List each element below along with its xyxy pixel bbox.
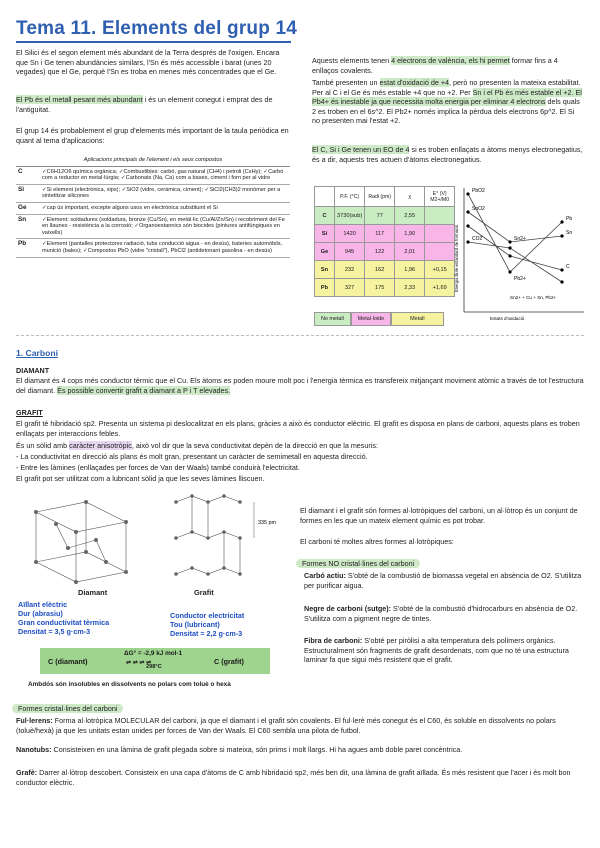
allotropes-intro: El diamant i el grafit són formes al·lotròpiques del carboni, un al·lòtrop és un conjunt de formes en les que un mateix element químic es pot trobar.	[300, 506, 578, 525]
properties-cell-chi: 2,33	[395, 279, 425, 297]
text-fragment: Aquests elements tenen	[312, 56, 392, 65]
diamant-prop-3: Gran conductivitat tèrmica	[18, 618, 110, 627]
figure-caption: Ambdós són insolubles en dissolvents no polars com toluè o hexà	[28, 681, 231, 688]
grafe-paragraph	[16, 768, 584, 787]
grafit-heading: GRAFIT	[16, 408, 43, 417]
frost-xlabel: Estats d'oxidació	[490, 316, 525, 321]
frost-ylabel: Energia lliure estandard de formació	[454, 224, 459, 292]
page-title: Tema 11. Elements del grup 14	[16, 18, 298, 39]
properties-legend	[314, 312, 444, 326]
properties-header-cell: E° (V) M2+/M0	[425, 187, 455, 207]
text-fragment: Darrer al·lòtrop descobert. Consisteix en una capa d'àtoms de C amb hibridació sp2, més ben dit, una làmina de grafit aïllada. És més resistent que l'acer i és molt bon conductor elèctric.	[16, 768, 571, 787]
properties-cell-pf: 1420	[335, 225, 365, 243]
applications-element: Sn	[16, 214, 40, 239]
highlight-eo: El C, Si i Ge tenen un EO de 4	[312, 145, 410, 154]
frost-label-sn: Sn	[566, 230, 573, 236]
properties-header-cell: P.F. (°C)	[335, 187, 365, 207]
fibra-paragraph	[304, 636, 584, 665]
properties-row	[315, 279, 455, 297]
frost-label-sno2: SnO2	[472, 206, 485, 212]
diamant-prop-2: Dur (abrasiu)	[18, 609, 63, 618]
applications-text: ✓C6H12O6 química orgànica; ✓Combustibles: carbó, gas natural (CH4) i petroli (CxHy); ✓Carbó com a reductor en metal·lúrgia; ✓Carbonats (Na, Ca) com a bases, ciment i forn per al vidre	[40, 166, 290, 184]
applications-text: ✓Element: soldadures (soldadura, bronze (Cu/Sn), en metàl·lic (Cu/Al/Zn/Sn) i recobriment del Fe en llaunes - resistència a la corrosió; ✓Organoestannics són biocides (pintures antifúngiques en vaixells)	[40, 214, 290, 239]
carbo-actiu-paragraph	[304, 571, 584, 590]
eq-left: C (diamant)	[48, 657, 88, 666]
diamant-prop-4: Densitat = 3,5 g·cm-3	[18, 627, 91, 636]
properties-row	[315, 225, 455, 243]
negre-paragraph	[304, 604, 584, 623]
frost-equation: Sn2+ + Cu + Sn, Pb2+	[510, 295, 557, 300]
grafit-prop-2: Tou (lubricant)	[170, 620, 220, 629]
properties-row	[315, 243, 455, 261]
text-fragment: Forma al·lotròpica MOLECULAR del carboni, ja que el diamant i el grafit són covalents. El ful·lerè més conegut és el C60, és soluble en dissolvents no polars (toluè/hexà) ja que les unitats estan unides per forces de Van der Waals. El C60 sembla una pilota de futbol.	[16, 716, 556, 735]
applications-row	[16, 202, 290, 214]
frost-label-pb2: Pb2+	[514, 276, 526, 282]
fullerens-heading: Ful·lerens:	[16, 716, 53, 725]
applications-row	[16, 239, 290, 257]
properties-cell-radi: 77	[365, 207, 395, 225]
properties-row	[315, 261, 455, 279]
text-fragment: si es troben enllaçats a àtoms menys electronegatius, és a dir, aquests tres actuen d'àtoms electronegatius.	[312, 145, 583, 164]
nanotubs-paragraph	[16, 745, 584, 755]
grafit-label: Grafit	[194, 588, 214, 597]
properties-header-cell: χ	[395, 187, 425, 207]
applications-row	[16, 166, 290, 184]
properties-cell-sym: Si	[315, 225, 335, 243]
highlight-anisotropic: caràcter anisotròpic	[69, 441, 132, 450]
structures-figure	[16, 492, 296, 592]
grafit-line-5: El grafit pot ser utilitzat com a lubricant sòlid ja que les seves làmines lliscuen.	[16, 474, 265, 483]
applications-text: ✓Si element (electrònica, xips); ✓SiO2 (vidre, ceràmica, ciment); ✓SiCl2(CH3)2 monòmer per a sintetitzar silicones	[40, 184, 290, 202]
text-fragment: , però no presenten la mateixa estabilitat. Per al C i el Ge és més estable +4 que no +2. Per	[312, 78, 581, 97]
diamant-structure-icon	[36, 502, 126, 582]
frost-label-pb: Pb	[566, 216, 573, 222]
properties-cell-pf: 945	[335, 243, 365, 261]
frost-diagram	[450, 182, 590, 322]
fullerens-paragraph	[16, 716, 584, 735]
text-fragment: S'obté de la combustió d'hidrocarburs en absència de O2. S'utilitza com a pigment negre de tintes.	[304, 604, 578, 623]
highlight-diamant: És possible convertir grafit a diamant a P i T elevades.	[57, 385, 231, 395]
intro-paragraph-2-rest: i és un element conegut i emprat des de l'antiguitat.	[16, 95, 273, 114]
intro-paragraph-3: El grup 14 és probablement el grup d'elements més important de la taula periòdica en quant al tema d'aplicacions:	[16, 126, 289, 145]
nanotubs-heading: Nanotubs:	[16, 745, 52, 754]
text-fragment: El diamant és 4 cops més conductor tèrmic que el Cu. Els àtoms es poden moure molt poc i l'energia tèrmica es transfereix mitjançant moviment atòmic a través de tot l'estructura del diamant.	[16, 376, 584, 395]
diamant-prop-1: Aïllant elèctric	[18, 600, 68, 609]
legend-metalloide: Metal·loide	[351, 312, 391, 326]
diamant-paragraph	[16, 376, 584, 395]
diamant-properties	[18, 600, 158, 636]
negre-heading: Negre de carboni (sutge):	[304, 604, 392, 613]
legend-no-metall: No metall	[314, 312, 351, 326]
text-fragment: , això vol dir que la seva conductivitat depèn de la direcció en que la mesuris:	[131, 441, 378, 450]
diamant-heading: DIAMANT	[16, 366, 50, 375]
right-paragraph-3	[312, 145, 584, 164]
applications-table	[16, 156, 290, 258]
grafit-line-3: - La conductivitat en direcció als plans és molt gran, presentant un caràcter de semimetall en aquesta direcció.	[16, 452, 368, 461]
grafit-layer-distance: 335 pm	[258, 520, 276, 526]
section-carboni-heading: 1. Carboni	[16, 348, 59, 358]
properties-cell-radi: 175	[365, 279, 395, 297]
grafit-structure-icon	[176, 496, 240, 574]
properties-row	[315, 207, 455, 225]
intro-paragraph-2	[16, 95, 292, 114]
properties-cell-chi: 1,96	[395, 261, 425, 279]
allotropes-intro-2: El carboni té moltes altres formes al·lotròpiques:	[300, 537, 454, 546]
eq-mid: ΔG° = -2,9 kJ mol-1	[124, 650, 183, 657]
frost-label-co2: CO2	[472, 236, 483, 242]
text-fragment: dels quals 2 es troben en el 6s^2. El Pb2+ només implica la pèrdua dels electrons 6p^2. El Si no presenten mai l'estat +2.	[312, 97, 580, 126]
text-fragment: També presenten un	[312, 78, 380, 87]
properties-cell-chi: 2,55	[395, 207, 425, 225]
grafe-heading: Grafè:	[16, 768, 38, 777]
grafit-properties	[170, 611, 300, 638]
applications-row	[16, 184, 290, 202]
applications-row	[16, 214, 290, 239]
grafit-line-4: - Entre les làmines (enllaçades per forces de Van der Waals) també conduirà l'electricitat.	[16, 463, 300, 472]
right-paragraph-2	[312, 78, 584, 126]
applications-element: Si	[16, 184, 40, 202]
properties-cell-sym: C	[315, 207, 335, 225]
applications-text: ✓cap ús important, excepte alguns usos en electrònica substituint el Si	[40, 202, 290, 214]
applications-table-header: Aplicacions principals de l'element i els seus compostos	[16, 156, 290, 166]
properties-header-cell: Radi (pm)	[365, 187, 395, 207]
properties-table	[314, 186, 455, 297]
cristallines-pill: Formes cristal·lines del carboni	[12, 704, 123, 713]
properties-cell-sym: Ge	[315, 243, 335, 261]
frost-label-sn2: Sn2+	[514, 236, 526, 242]
highlight-valence: 4 electrons de valència, els hi permet	[391, 56, 510, 65]
text-fragment: Consisteixen en una làmina de grafit plegada sobre si mateixa, són prims i molt llargs. Hi ha agues amb doble paret concèntrica.	[51, 745, 463, 754]
properties-cell-e: +0,15	[425, 261, 455, 279]
intro-paragraph-1: El Silici és el segon element més abundant de la Terra després de l'oxigen. Encara que Sn i Ge tenen abundàncies similars, l'Sn és més accessible i barat (unes 20 vegades) que el Ge, perquè l'Sn es troba en menes més concentrades que el Ge.	[16, 48, 280, 77]
legend-metall: Metall	[391, 312, 443, 326]
text-fragment: formar fins a 4 enllaços covalents.	[312, 56, 558, 75]
applications-element: Ge	[16, 202, 40, 214]
properties-cell-sym: Pb	[315, 279, 335, 297]
diamant-label: Diamant	[78, 588, 108, 597]
properties-cell-radi: 117	[365, 225, 395, 243]
properties-cell-pf: 327	[335, 279, 365, 297]
applications-text: ✓Element (pantalles protectores radiació, tubs conducció aigua - en desús), bateries automòbils, munició (bales); ✓Compostos PbO (vidre "cristall"), PbCl2 (antidetonant gasolina - en desús)	[40, 239, 290, 257]
nocristallines-pill: Formes NO cristal·lines del carboni	[296, 559, 420, 568]
frost-label-c: C	[566, 264, 570, 270]
properties-cell-radi: 162	[365, 261, 395, 279]
eq-right: C (grafit)	[214, 657, 244, 666]
section-divider	[16, 335, 584, 336]
text-fragment: És un sòlid amb	[16, 441, 70, 450]
text-fragment: S'obté per piròlisi a alta temperatura dels polímers orgànics. Estructuralment són fragments de grafit desordenats, com que no té una estructura laminar fa que sigui més resistent que el grafit.	[304, 636, 569, 665]
highlight-oxidation: estat d'oxidació de +4	[379, 78, 450, 87]
properties-header-cell	[315, 187, 335, 207]
properties-cell-pf: 232	[335, 261, 365, 279]
properties-cell-radi: 122	[365, 243, 395, 261]
carbo-actiu-heading: Carbó actiu:	[304, 571, 346, 580]
applications-element: Pb	[16, 239, 40, 257]
text-fragment: S'obté de la combustió de biomassa vegetal en absència de O2. S'utilitza per purificar aigua.	[304, 571, 582, 590]
eq-temp: 298°C	[146, 664, 162, 670]
fibra-heading: Fibra de carboni:	[304, 636, 363, 645]
diamant-grafit-equation-box	[40, 648, 270, 674]
properties-cell-e: +1,69	[425, 279, 455, 297]
properties-cell-pf: 3730(sub)	[335, 207, 365, 225]
highlight-sn-pb: Sn i el Pb és més estable el +2. El Pb4+ és inestable ja que necessita molta energia per eliminar 4 electrons	[312, 87, 582, 107]
properties-cell-chi: 2,01	[395, 243, 425, 261]
grafit-line-1: El grafit té hibridació sp2. Presenta un sistema pi deslocalitzat en els plans, gràcies a això és conductor elèctric. El grafit es disposa en plans de carboni, aquests plans es troben enllaçats per interaccions febles.	[16, 419, 580, 438]
frost-label-pbo2: PbO2	[472, 188, 485, 194]
applications-element: C	[16, 166, 40, 184]
grafit-line-2	[16, 441, 584, 451]
properties-cell-chi: 1,90	[395, 225, 425, 243]
grafit-prop-3: Densitat = 2,2 g·cm-3	[170, 629, 243, 638]
right-paragraph-1	[312, 56, 584, 75]
grafit-prop-1: Conductor electricitat	[170, 611, 245, 620]
equilibrium-arrow-icon: ⇌ ⇌ ⇌ ⇌	[126, 660, 152, 666]
intro-highlight-pb: El Pb és el metall pesant més abundant	[16, 95, 143, 104]
title-underline	[16, 41, 291, 43]
properties-cell-sym: Sn	[315, 261, 335, 279]
